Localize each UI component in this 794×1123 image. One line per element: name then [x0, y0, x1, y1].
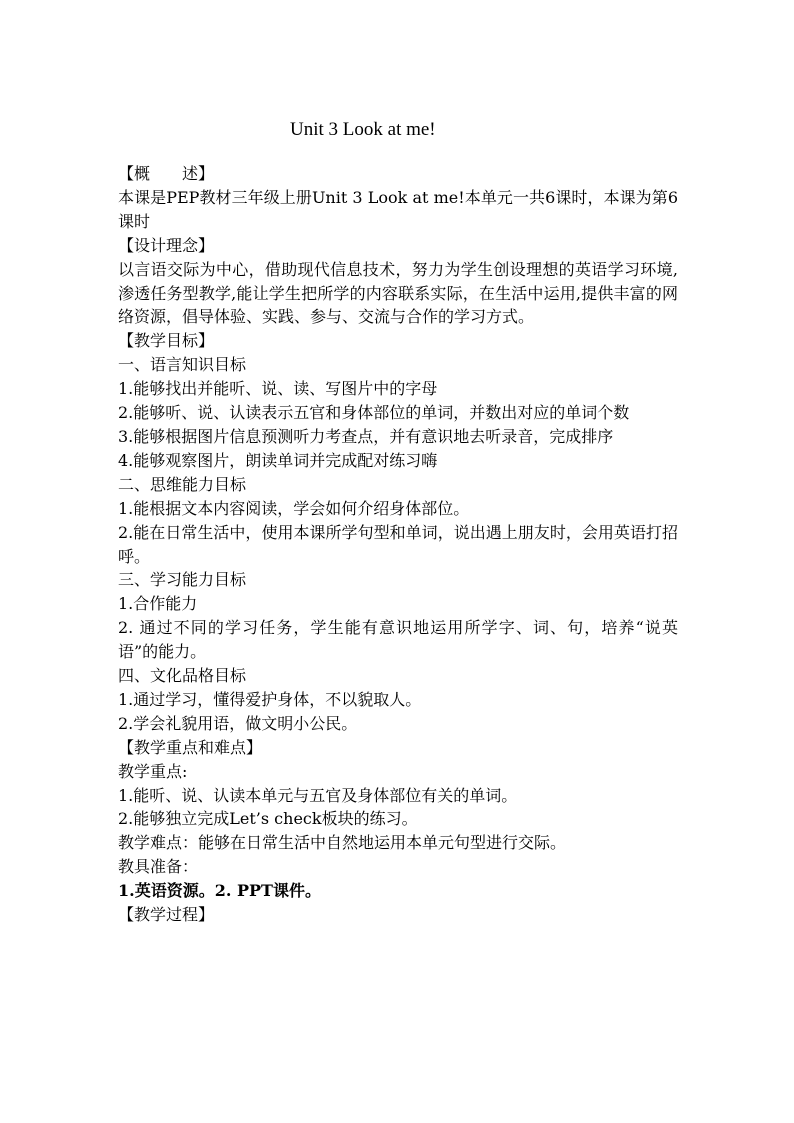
body-line: 【教学过程】: [118, 905, 215, 925]
body-line: 2.学会礼貌用语，做文明小公民。: [118, 713, 358, 733]
body-line: 【教学重点和难点】: [118, 737, 263, 757]
body-line: 1.能够找出并能听、说、读、写图片中的字母: [118, 379, 438, 399]
body-line: 【概 述】: [118, 164, 215, 183]
body-line: 三、学习能力目标: [118, 570, 247, 590]
body-line: 二、思维能力目标: [118, 474, 247, 494]
body-line: 2.能够独立完成Let’s check板块的练习。: [118, 809, 418, 829]
body-line: 教学重点:: [118, 761, 188, 781]
body-line: 1.能根据文本内容阅读，学会如何介绍身体部位。: [118, 498, 470, 518]
body-line: 2.能够听、说、认读表示五官和身体部位的单词，并数出对应的单词个数: [118, 403, 630, 423]
body-line: 四、文化品格目标: [118, 666, 247, 686]
body-line: 【设计理念】: [118, 235, 215, 255]
body-line: 2.能在日常生活中，使用本课所学句型和单词，说出遇上朋友时，会用英语打招呼。: [118, 522, 678, 566]
body-line: 一、语言知识目标: [118, 355, 247, 375]
body-line: 以言语交际为中心，借助现代信息技术，努力为学生创设理想的英语学习环境,渗透任务型教学,能让学生把所学的内容联系实际，在生活中运用,提供丰富的网络资源，倡导体验、实践、参与、交流与合作的学习方式。: [118, 259, 678, 327]
document-title: Unit 3 Look at me!: [290, 119, 436, 140]
body-line: 本课是PEP教材三年级上册Unit 3 Look at me!本单元一共6课时，本课为第6课时: [118, 187, 678, 231]
body-line: 教具准备：: [118, 857, 199, 877]
body-line: 3.能够根据图片信息预测听力考查点，并有意识地去听录音，完成排序: [118, 426, 614, 446]
document-body: [118, 162, 678, 927]
body-line: 1.通过学习，懂得爱护身体，不以貌取人。: [118, 689, 422, 709]
body-line: 教学难点：能够在日常生活中自然地运用本单元句型进行交际。: [118, 833, 567, 853]
body-line: 1.能听、说、认读本单元与五官及身体部位有关的单词。: [118, 785, 518, 805]
body-line: 4.能够观察图片，朗读单词并完成配对练习嗨: [118, 450, 438, 470]
body-line: 2. 通过不同的学习任务，学生能有意识地运用所学字、词、句，培养“说英语”的能力。: [118, 618, 678, 662]
body-line: 1.合作能力: [118, 594, 198, 614]
body-line: 1.英语资源。2. PPT课件。: [118, 881, 321, 901]
body-line: 【教学目标】: [118, 331, 215, 351]
document-page: [118, 116, 678, 927]
